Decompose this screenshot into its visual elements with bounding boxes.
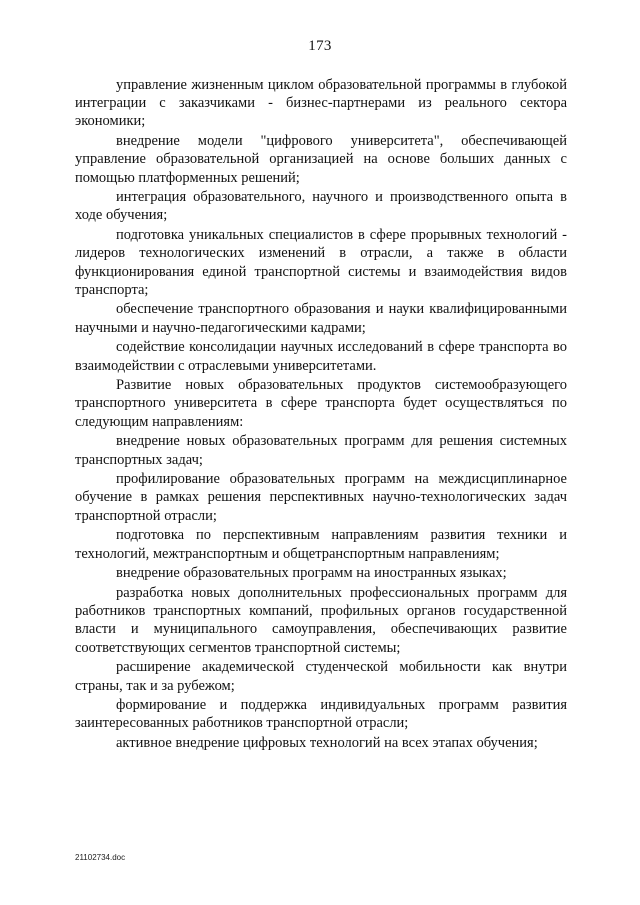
paragraph: внедрение новых образовательных программ для решения системных транспортных задач; [75,433,567,468]
paragraph: подготовка по перспективным направлениям развития техники и технологий, межтранспортным и общетранспортным направлениям; [75,527,567,562]
paragraph: профилирование образовательных программ на междисциплинарное обучение в рамках решения перспективных научно-технологических задач транспортной отрасли; [75,471,567,524]
paragraph: разработка новых дополнительных профессиональных программ для работников транспортных компаний, профильных органов государственной власти и муниципального самоуправления, обеспечивающих развитие соответствующих сегментов транспортной системы; [75,584,567,656]
paragraph: подготовка уникальных специалистов в сфере прорывных технологий - лидеров технологических изменений в отрасли, а также в области функционирования единой транспортной системы и взаимодействия видов транспорта; [75,227,567,298]
paragraph: интеграция образовательного, научного и производственного опыта в ходе обучения; [75,189,567,224]
document-file-code: 21102734.doc [75,853,126,862]
paragraph: формирование и поддержка индивидуальных программ развития заинтересованных работников транспортной отрасли; [75,697,567,732]
paragraph: Развитие новых образовательных продуктов системообразующего транспортного университета в сфере транспорта будет осуществляться по следующим направлениям: [75,377,567,430]
paragraph: содействие консолидации научных исследований в сфере транспорта во взаимодействии с отраслевыми университетами. [75,339,567,374]
paragraph: внедрение модели "цифрового университета", обеспечивающей управление образовательной организацией на основе больших данных с помощью платформенных решений; [75,133,567,186]
document-body [75,76,567,754]
paragraph: внедрение образовательных программ на иностранных языках; [116,565,507,582]
paragraph: активное внедрение цифровых технологий на всех этапах обучения; [116,735,538,752]
paragraph: расширение академической студенческой мобильности как внутри страны, так и за рубежом; [75,659,567,694]
paragraph: обеспечение транспортного образования и науки квалифицированными научными и научно-педагогическими кадрами; [75,301,567,336]
page-number: 173 [308,38,332,54]
paragraph: управление жизненным циклом образовательной программы в глубокой интеграции с заказчиками - бизнес-партнерами из реального сектора экономики; [75,77,567,130]
